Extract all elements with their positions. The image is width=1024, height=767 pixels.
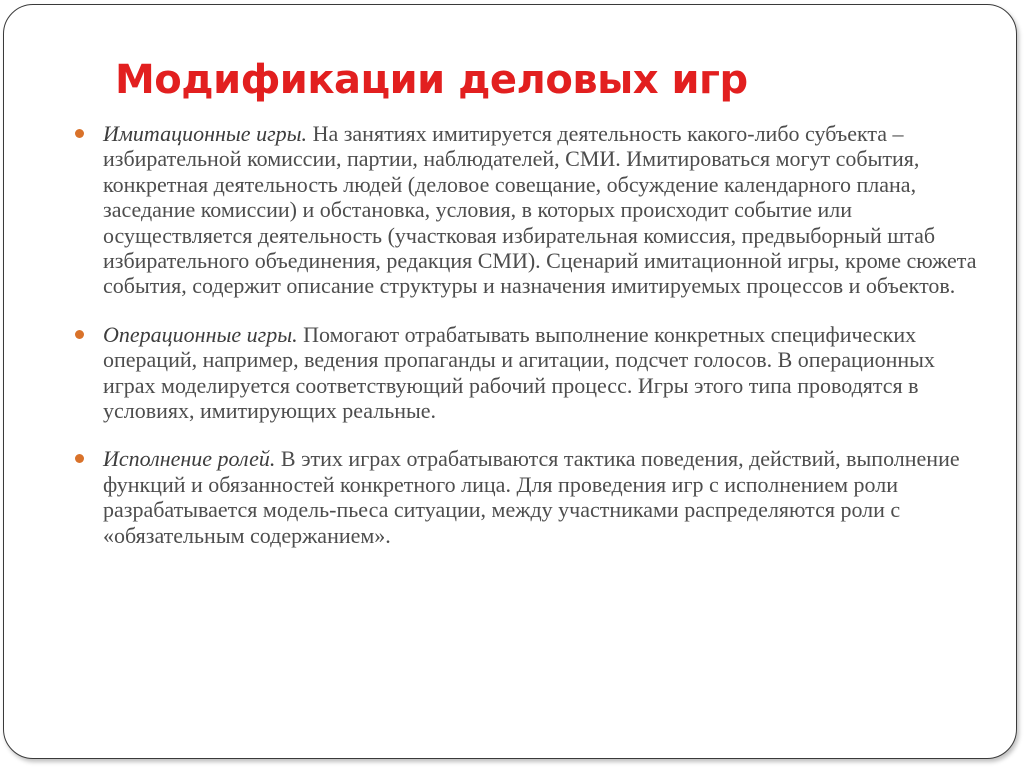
bullet-item-operational-games bbox=[103, 322, 983, 424]
bullet-item-imitation-games bbox=[103, 121, 983, 299]
bullet-item-role-playing bbox=[103, 446, 983, 548]
bullet-term: Операционные игры. bbox=[103, 321, 298, 347]
bullet-term: Исполнение ролей. bbox=[103, 446, 276, 472]
bullet-dot-icon bbox=[75, 129, 84, 138]
bullet-text: На занятиях имитируется деятельность какого-либо субъекта – избирательной комиссии, партии, наблюдателей, СМИ. Имитироваться могут события, конкретная деятельность людей (деловое совещание, обсуждение календарного плана, заседание комиссии) и обстановка, условия, в которых происходит событие или осуществляется деятельность (участковая избирательная комиссия, предвыборный штаб избирательного объединения, редакция СМИ). Сценарий имитационной игры, кроме сюжета события, содержит описание структуры и назначения имитируемых процессов и объектов. bbox=[103, 121, 977, 299]
bullet-term: Имитационные игры. bbox=[103, 121, 308, 146]
bullet-list bbox=[103, 121, 983, 548]
bullet-dot-icon bbox=[75, 330, 84, 339]
bullet-text: Помогают отрабатывать выполнение конкретных специфических операций, например, ведения пропаганды и агитации, подсчет голосов. В операционных играх моделируется соответствующий рабочий процесс. Игры этого типа проводятся в условиях, имитирующих реальные. bbox=[103, 321, 935, 424]
bullet-text: В этих играх отрабатываются тактика поведения, действий, выполнение функций и обязанностей конкретного лица. Для проведения игр с исполнением роли разрабатывается модель-пьеса ситуации, между участниками распределяются роли с «обязательным содержанием». bbox=[103, 446, 960, 548]
slide-title: Модификации деловых игр bbox=[115, 57, 748, 103]
